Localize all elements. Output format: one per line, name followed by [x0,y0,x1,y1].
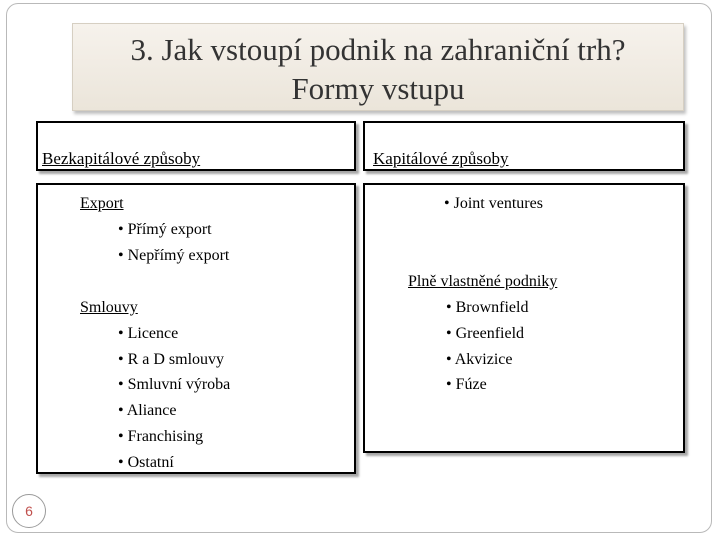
title-line-2: Formy vstupu [291,71,465,106]
list-item: • Greenfield [446,325,525,342]
list-item: • R a D smlouvy [118,351,225,368]
contracts-heading: Smlouvy [80,299,138,316]
non-capital-content-box [36,183,356,474]
non-capital-header-box [36,121,356,171]
list-item: • Nepřímý export [118,247,230,264]
title-line-1: 3. Jak vstoupí podnik na zahraniční trh? [130,32,626,67]
slide-title [72,23,684,111]
page-number: 6 [12,494,46,528]
list-item: • Přímý export [118,221,212,238]
list-item: • Fúze [446,376,487,393]
capital-content-box [363,183,685,453]
owned-heading: Plně vlastněné podniky [408,273,558,290]
export-heading: Export [80,195,124,212]
list-item: • Aliance [118,402,177,419]
list-item: • Akvizice [446,351,513,368]
non-capital-header: Bezkapitálové způsoby [42,149,201,168]
capital-header: Kapitálové způsoby [373,149,509,168]
list-item: • Brownfield [446,299,529,316]
list-item: • Smluvní výroba [118,376,231,393]
list-item: • Joint ventures [444,195,543,212]
list-item: • Franchising [118,428,204,445]
list-item: • Licence [118,325,179,342]
list-item: • Ostatní [118,454,174,471]
capital-header-box [363,121,685,171]
